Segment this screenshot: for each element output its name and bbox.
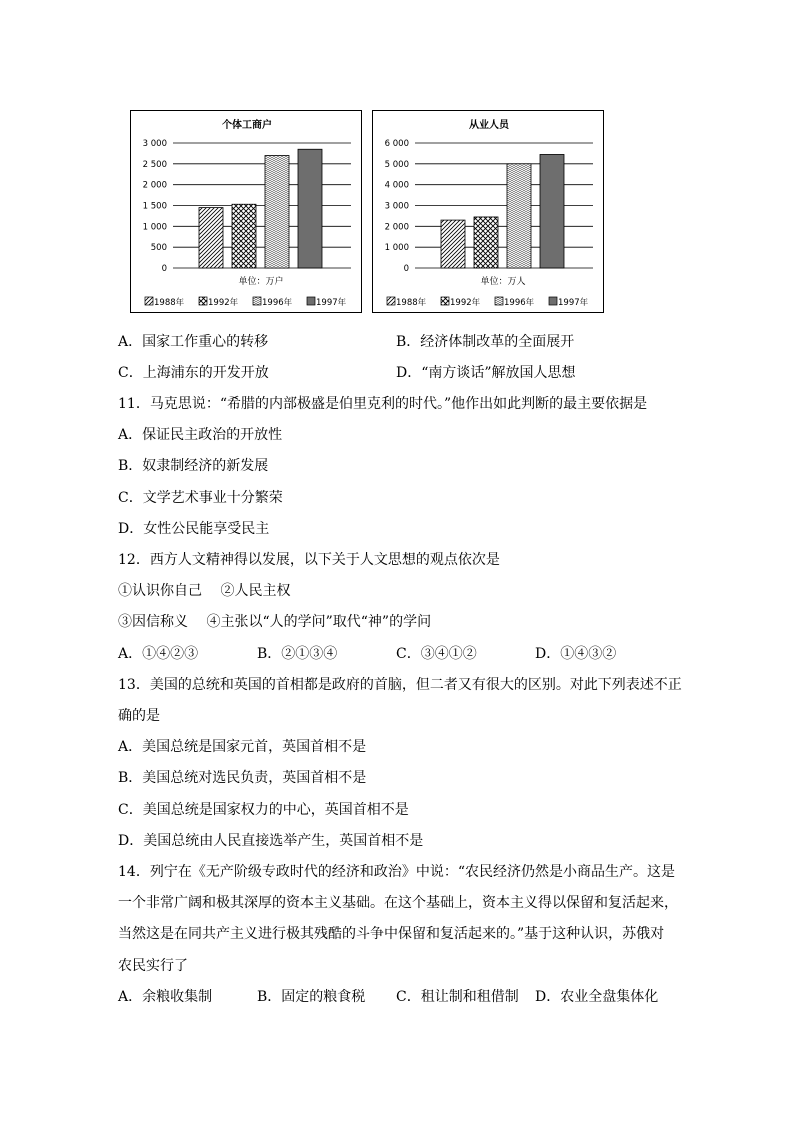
q10-option-a: A．国家工作重心的转移 [118, 334, 269, 350]
chart-households-svg [131, 111, 363, 314]
chart-employees-bar [474, 217, 498, 268]
chart-employees-legend-swatch [441, 297, 449, 305]
q10-option-d: D．“南方谈话”解放国人思想 [396, 365, 576, 381]
chart-employees-ytick: 3 000 [384, 201, 409, 212]
chart-households-legend-swatch [145, 297, 153, 305]
chart-employees-legend-label: 1988年 [396, 298, 427, 308]
chart-households-ytick: 1 000 [142, 222, 167, 233]
q12-option-c: C．③④①② [396, 646, 477, 662]
q14-stem-line3: 当然这是在同共产主义进行极其残酷的斗争中保留和复活起来的。”基于这种认识，苏俄对 [118, 926, 665, 942]
chart-households-ytick: 500 [150, 243, 167, 254]
chart-employees-ytick: 6 000 [384, 139, 409, 149]
chart-households-bar [199, 208, 223, 268]
chart-employees-legend-swatch [387, 297, 395, 305]
q12-stem: 12．西方人文精神得以发展，以下关于人文思想的观点依次是 [118, 552, 500, 568]
chart-employees-bar [540, 154, 564, 268]
chart-employees-legend-swatch [495, 297, 503, 305]
chart-households-ytick: 2 500 [142, 159, 167, 170]
q13-option-a: A．美国总统是国家元首，英国首相不是 [118, 739, 367, 755]
chart-employees-title: 从业人员 [469, 120, 509, 131]
chart-households-legend-swatch [253, 297, 261, 305]
chart-employees-ytick: 1 000 [384, 243, 409, 254]
q10-option-c: C．上海浦东的开发开放 [118, 365, 269, 381]
chart-households-legend-swatch [307, 297, 315, 305]
q13-option-b: B．美国总统对选民负责，英国首相不是 [118, 770, 367, 786]
q12-option-b: B．②①③④ [257, 646, 338, 662]
chart-employees-legend-label: 1992年 [450, 298, 481, 308]
chart-households-legend-label: 1992年 [208, 298, 239, 308]
q14-stem-line4: 农民实行了 [118, 958, 188, 974]
chart-employees [372, 110, 604, 313]
q12-items-line2: ③因信称义 ④主张以“人的学问”取代“神”的学问 [118, 614, 432, 630]
q14-stem-line2: 一个非常广阔和极其深厚的资本主义基础。在这个基础上，资本主义得以保留和复活起来， [118, 895, 678, 911]
q11-option-d: D．女性公民能享受民主 [118, 521, 270, 537]
chart-households-ytick: 0 [161, 264, 167, 274]
chart-households-unit-label: 单位：万户 [238, 277, 284, 287]
chart-households-legend-label: 1997年 [316, 298, 347, 308]
q11-option-a: A．保证民主政治的开放性 [118, 427, 283, 443]
chart-employees-legend-label: 1996年 [504, 298, 535, 308]
chart-households-bar [232, 204, 256, 268]
chart-households-ytick: 3 000 [142, 139, 167, 149]
q12-option-a: A．①④②③ [118, 646, 199, 662]
chart-households-bar [298, 149, 322, 268]
q12-option-d: D．①④③② [535, 646, 617, 662]
chart-households-bar [265, 156, 289, 269]
q14-option-b: B．固定的粮食税 [257, 989, 366, 1005]
q11-option-c: C．文学艺术事业十分繁荣 [118, 490, 283, 506]
q11-option-b: B．奴隶制经济的新发展 [118, 458, 269, 474]
q10-option-b: B．经济体制改革的全面展开 [396, 334, 575, 350]
q11-stem: 11．马克思说：“希腊的内部极盛是伯里克利的时代。”他作出如此判断的最主要依据是 [118, 396, 648, 412]
q12-items-line1: ①认识你自己 ②人民主权 [118, 583, 291, 599]
q13-stem-line2: 确的是 [118, 708, 160, 724]
chart-households-legend-label: 1996年 [262, 298, 293, 308]
chart-employees-ytick: 5 000 [384, 159, 409, 170]
chart-households-title: 个体工商户 [222, 120, 272, 131]
q13-stem-line1: 13．美国的总统和英国的首相都是政府的首脑，但二者又有很大的区别。对此下列表述不正 [118, 677, 682, 693]
chart-employees-legend-label: 1997年 [558, 298, 589, 308]
q14-stem-line1: 14．列宁在《无产阶级专政时代的经济和政治》中说：“农民经济仍然是小商品生产。这是 [118, 864, 675, 880]
chart-employees-bar [441, 220, 465, 268]
q14-option-a: A．余粮收集制 [118, 989, 213, 1005]
chart-employees-ytick: 0 [403, 264, 409, 274]
q14-option-c: C．租让制和租借制 [396, 989, 519, 1005]
chart-employees-legend-swatch [549, 297, 557, 305]
chart-employees-svg [373, 111, 605, 314]
q13-option-c: C．美国总统是国家权力的中心，英国首相不是 [118, 802, 409, 818]
chart-employees-bar [507, 164, 531, 268]
chart-households-ytick: 1 500 [142, 201, 167, 212]
chart-employees-unit-label: 单位：万人 [480, 277, 526, 287]
q13-option-d: D．美国总统由人民直接选举产生，英国首相不是 [118, 833, 424, 849]
chart-households-ytick: 2 000 [142, 180, 167, 191]
chart-employees-ytick: 2 000 [384, 222, 409, 233]
chart-households-legend-swatch [199, 297, 207, 305]
chart-households-legend-label: 1988年 [154, 298, 185, 308]
q14-option-d: D．农业全盘集体化 [535, 989, 659, 1005]
chart-employees-ytick: 4 000 [384, 180, 409, 191]
charts-figure [130, 110, 604, 315]
chart-households [130, 110, 362, 313]
